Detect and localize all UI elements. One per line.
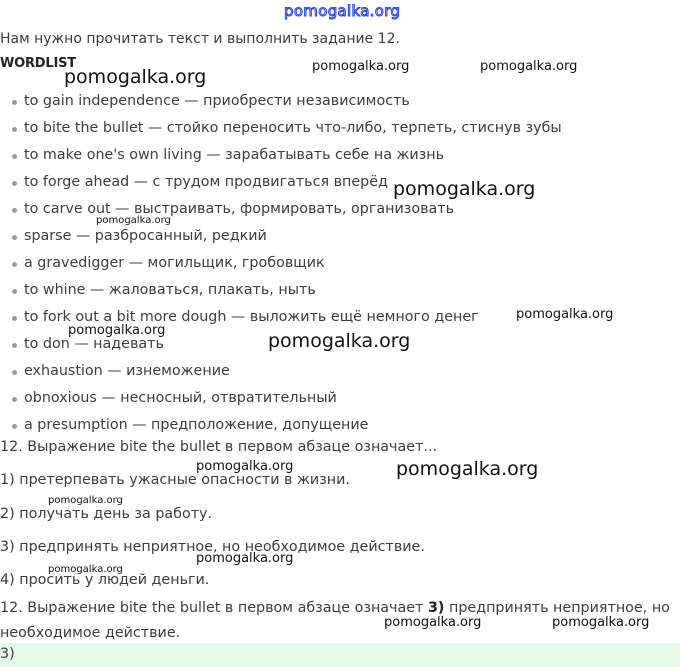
bullet-icon <box>12 127 17 132</box>
answer-bar-label: 3) <box>0 646 15 662</box>
intro-text: Нам нужно прочитать текст и выполнить задание 12. <box>0 31 400 47</box>
watermark: pomogalka.org <box>96 215 171 226</box>
watermark: pomogalka.org <box>268 330 411 352</box>
watermark: pomogalka.org <box>48 495 123 506</box>
bullet-icon <box>12 262 17 267</box>
watermark: pomogalka.org <box>384 615 482 630</box>
bullet-icon <box>12 289 17 294</box>
wordlist-item: to gain independence — приобрести независимость <box>0 88 562 115</box>
wordlist-item: to make one's own living — зарабатывать себе на жизнь <box>0 142 562 169</box>
bullet-icon <box>12 181 17 186</box>
answer-choice: 3) <box>427 600 445 616</box>
wordlist-item: sparse — разбросанный, редкий <box>0 223 562 250</box>
watermark: pomogalka.org <box>312 59 410 74</box>
wordlist-item: to don — надевать <box>0 331 562 358</box>
wordlist-item: to forge ahead — с трудом продвигаться вперёд <box>0 169 562 196</box>
wordlist-item: to bite the bullet — стойко переносить что-либо, терпеть, стиснув зубы <box>0 115 562 142</box>
option-3: 3) предпринять неприятное, но необходимое действие. <box>0 539 425 555</box>
watermark: pomogalka.org <box>196 551 294 566</box>
wordlist-item: a presumption — предположение, допущение <box>0 412 562 439</box>
bullet-icon <box>12 370 17 375</box>
answer-text: 12. Выражение bite the bullet в первом абзаце означает 3) предпринять неприятное, но необходимое действие. <box>0 600 670 641</box>
option-2: 2) получать день за работу. <box>0 506 213 522</box>
watermark: pomogalka.org <box>48 564 123 575</box>
bullet-icon <box>12 208 17 213</box>
wordlist-item: to carve out — выстраивать, формировать, организовать <box>0 196 562 223</box>
wordlist-item: exhaustion — изнеможение <box>0 358 562 385</box>
option-1: 1) претерпевать ужасные опасности в жизни. <box>0 472 350 488</box>
bullet-icon <box>12 154 17 159</box>
answer-bar <box>0 643 680 667</box>
wordlist-item: to fork out a bit more dough — выложить ещё немного денег <box>0 304 562 331</box>
watermark: pomogalka.org <box>480 59 578 74</box>
bullet-icon <box>12 316 17 321</box>
wordlist-title: WORDLIST <box>0 56 76 71</box>
watermark: pomogalka.org <box>196 459 294 474</box>
bullet-icon <box>12 424 17 429</box>
header-watermark: pomogalka.org <box>284 2 401 20</box>
wordlist-item: to whine — жаловаться, плакать, ныть <box>0 277 562 304</box>
bullet-icon <box>12 343 17 348</box>
watermark: pomogalka.org <box>68 323 166 338</box>
watermark: pomogalka.org <box>552 615 650 630</box>
watermark: pomogalka.org <box>396 458 539 480</box>
option-4: 4) просить у людей деньги. <box>0 572 210 588</box>
bullet-icon <box>12 100 17 105</box>
watermark: pomogalka.org <box>516 307 614 322</box>
wordlist-item: a gravedigger — могильщик, гробовщик <box>0 250 562 277</box>
watermark: pomogalka.org <box>64 66 207 88</box>
wordlist <box>0 88 562 439</box>
question-text: 12. Выражение bite the bullet в первом абзаце означает... <box>0 439 438 455</box>
bullet-icon <box>12 235 17 240</box>
watermark: pomogalka.org <box>393 178 536 200</box>
bullet-icon <box>12 397 17 402</box>
wordlist-item: obnoxious — несносный, отвратительный <box>0 385 562 412</box>
